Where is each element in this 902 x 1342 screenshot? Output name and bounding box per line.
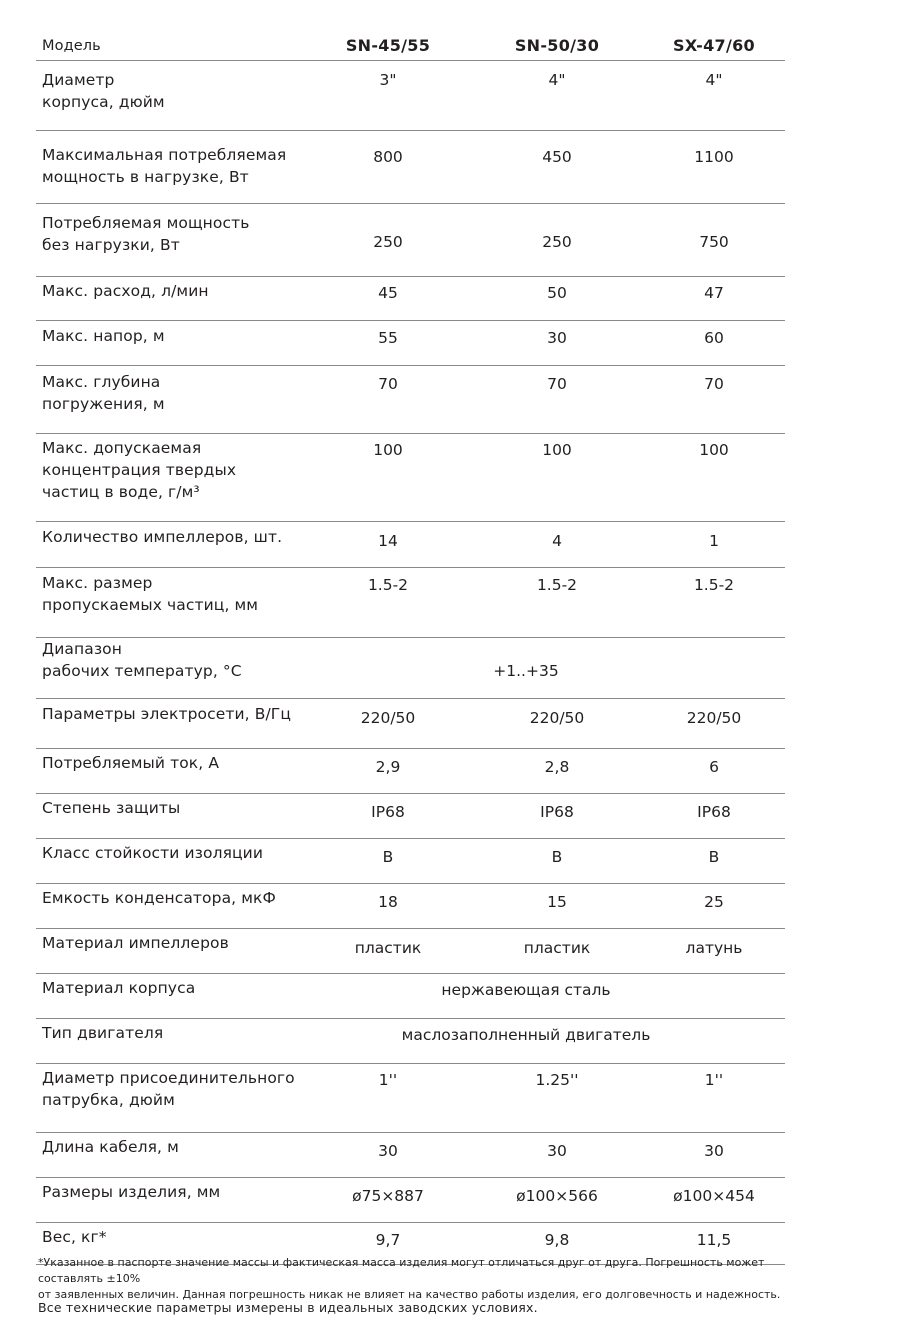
table-row: [36, 638, 785, 699]
cell-value: 14: [378, 532, 398, 550]
table-row: [36, 974, 785, 1019]
cell-value: 1.5-2: [693, 576, 735, 594]
cell-value: 1.5-2: [367, 576, 409, 594]
cell-value: 4: [552, 532, 562, 550]
cell-value: пластик: [523, 939, 591, 957]
cell-value: 1.25'': [535, 1071, 579, 1089]
cell-value: 450: [542, 148, 572, 166]
row-label: Материал корпуса: [42, 979, 196, 997]
cell-value: 750: [699, 233, 729, 251]
row-label: Количество импеллеров, шт.: [42, 528, 283, 546]
table-row: [36, 1064, 785, 1133]
row-label: Диаметр присоединительного патрубка, дюйм: [42, 1069, 295, 1109]
row-label: Тип двигателя: [42, 1024, 164, 1042]
row-label: Параметры электросети, В/Гц: [42, 705, 291, 723]
table-row: [36, 131, 785, 204]
spec-table: [36, 30, 785, 1265]
row-label: Диапазон рабочих температур, °С: [42, 640, 242, 680]
cell-value: 15: [547, 893, 567, 911]
cell-value: B: [382, 848, 394, 866]
cell-value: 220/50: [529, 709, 585, 727]
cell-value: B: [708, 848, 720, 866]
row-label: Макс. напор, м: [42, 327, 165, 345]
cell-value: ø75×887: [352, 1187, 424, 1205]
model-sn-45-55-header: SN-45/55: [345, 36, 431, 55]
cell-value: 45: [378, 284, 398, 302]
table-row: [36, 1019, 785, 1064]
row-label: Степень защиты: [42, 799, 181, 817]
cell-value: 250: [373, 233, 403, 251]
table-row: [36, 929, 785, 974]
model-sn-50-30-header: SN-50/30: [514, 36, 600, 55]
row-label: Длина кабеля, м: [42, 1138, 179, 1156]
cell-value: IP68: [371, 803, 405, 821]
row-label: Макс. расход, л/мин: [42, 282, 209, 300]
cell-value: 100: [373, 441, 403, 459]
row-label: Макс. глубина погружения, м: [42, 373, 165, 413]
row-label: Класс стойкости изоляции: [42, 844, 264, 862]
row-label: Потребляемый ток, А: [42, 754, 220, 772]
cell-value: B: [551, 848, 563, 866]
table-row: [36, 61, 785, 131]
row-label: Потребляемая мощность без нагрузки, Вт: [42, 214, 250, 254]
table-row: [36, 1178, 785, 1223]
cell-value: 4": [705, 71, 723, 89]
cell-value: 30: [547, 1142, 567, 1160]
row-label: Макс. допускаемая концентрация твердых частиц в воде, г/м³: [42, 439, 237, 501]
cell-value: 220/50: [360, 709, 416, 727]
cell-value: 70: [378, 375, 398, 393]
table-row: [36, 277, 785, 321]
cell-value: 60: [704, 329, 724, 347]
cell-value: 4": [548, 71, 566, 89]
cell-value: латунь: [685, 939, 743, 957]
cell-value: 1.5-2: [536, 576, 578, 594]
row-label: Диаметр корпуса, дюйм: [42, 71, 165, 111]
cell-value-merged: +1..+35: [493, 662, 559, 680]
cell-value: 9,8: [544, 1231, 570, 1249]
cell-value: 1100: [694, 148, 734, 166]
measurement-note: Все технические параметры измерены в идеальных заводских условиях.: [38, 1300, 538, 1315]
cell-value: 55: [378, 329, 398, 347]
model-header-label: Модель: [42, 38, 101, 54]
table-row: [36, 884, 785, 929]
table-row: [36, 839, 785, 884]
row-label: Вес, кг*: [42, 1228, 107, 1246]
table-row: [36, 366, 785, 434]
cell-value: 9,7: [375, 1231, 401, 1249]
cell-value: 250: [542, 233, 572, 251]
table-row: [36, 568, 785, 638]
table-row: [36, 794, 785, 839]
row-label: Материал импеллеров: [42, 934, 229, 952]
table-row: [36, 749, 785, 794]
table-row: [36, 699, 785, 749]
table-row: [36, 1133, 785, 1178]
cell-value: 30: [547, 329, 567, 347]
cell-value: пластик: [354, 939, 422, 957]
cell-value: 70: [704, 375, 724, 393]
cell-value: IP68: [697, 803, 731, 821]
row-label: Макс. размер пропускаемых частиц, мм: [42, 574, 259, 614]
table-row: [36, 522, 785, 568]
table-header-row: [36, 30, 785, 61]
model-sx-47-60-header: SX-47/60: [673, 36, 755, 55]
cell-value: 2,9: [375, 758, 401, 776]
cell-value: 100: [542, 441, 572, 459]
cell-value: IP68: [540, 803, 574, 821]
table-row: [36, 204, 785, 277]
cell-value: 6: [709, 758, 719, 776]
cell-value: 1: [709, 532, 719, 550]
cell-value: 1'': [704, 1071, 724, 1089]
row-label: Максимальная потребляемая мощность в нагрузке, Вт: [42, 146, 287, 186]
cell-value-merged: маслозаполненный двигатель: [401, 1026, 651, 1044]
cell-value: ø100×454: [673, 1187, 755, 1205]
cell-value: 100: [699, 441, 729, 459]
cell-value: 220/50: [686, 709, 742, 727]
cell-value: 2,8: [544, 758, 570, 776]
table-row: [36, 434, 785, 522]
cell-value: 11,5: [696, 1231, 732, 1249]
cell-value: 50: [547, 284, 567, 302]
cell-value: 800: [373, 148, 403, 166]
cell-value: 30: [704, 1142, 724, 1160]
cell-value-merged: нержавеющая сталь: [441, 981, 611, 999]
cell-value: ø100×566: [516, 1187, 598, 1205]
cell-value: 30: [378, 1142, 398, 1160]
cell-value: 18: [378, 893, 398, 911]
row-label: Размеры изделия, мм: [42, 1183, 221, 1201]
weight-footnote: *Указанное в паспорте значение массы и фактическая масса изделия могут отличаться друг от друга. Погрешность может составлять ±10% от заявленных величин. Данная погрешность никак не влияет на качество работы изделия, его долговечность и надежность.: [38, 1256, 781, 1301]
cell-value: 70: [547, 375, 567, 393]
cell-value: 47: [704, 284, 724, 302]
cell-value: 3": [379, 71, 397, 89]
cell-value: 25: [704, 893, 724, 911]
row-label: Емкость конденсатора, мкФ: [42, 889, 276, 907]
cell-value: 1'': [378, 1071, 398, 1089]
table-row: [36, 321, 785, 366]
